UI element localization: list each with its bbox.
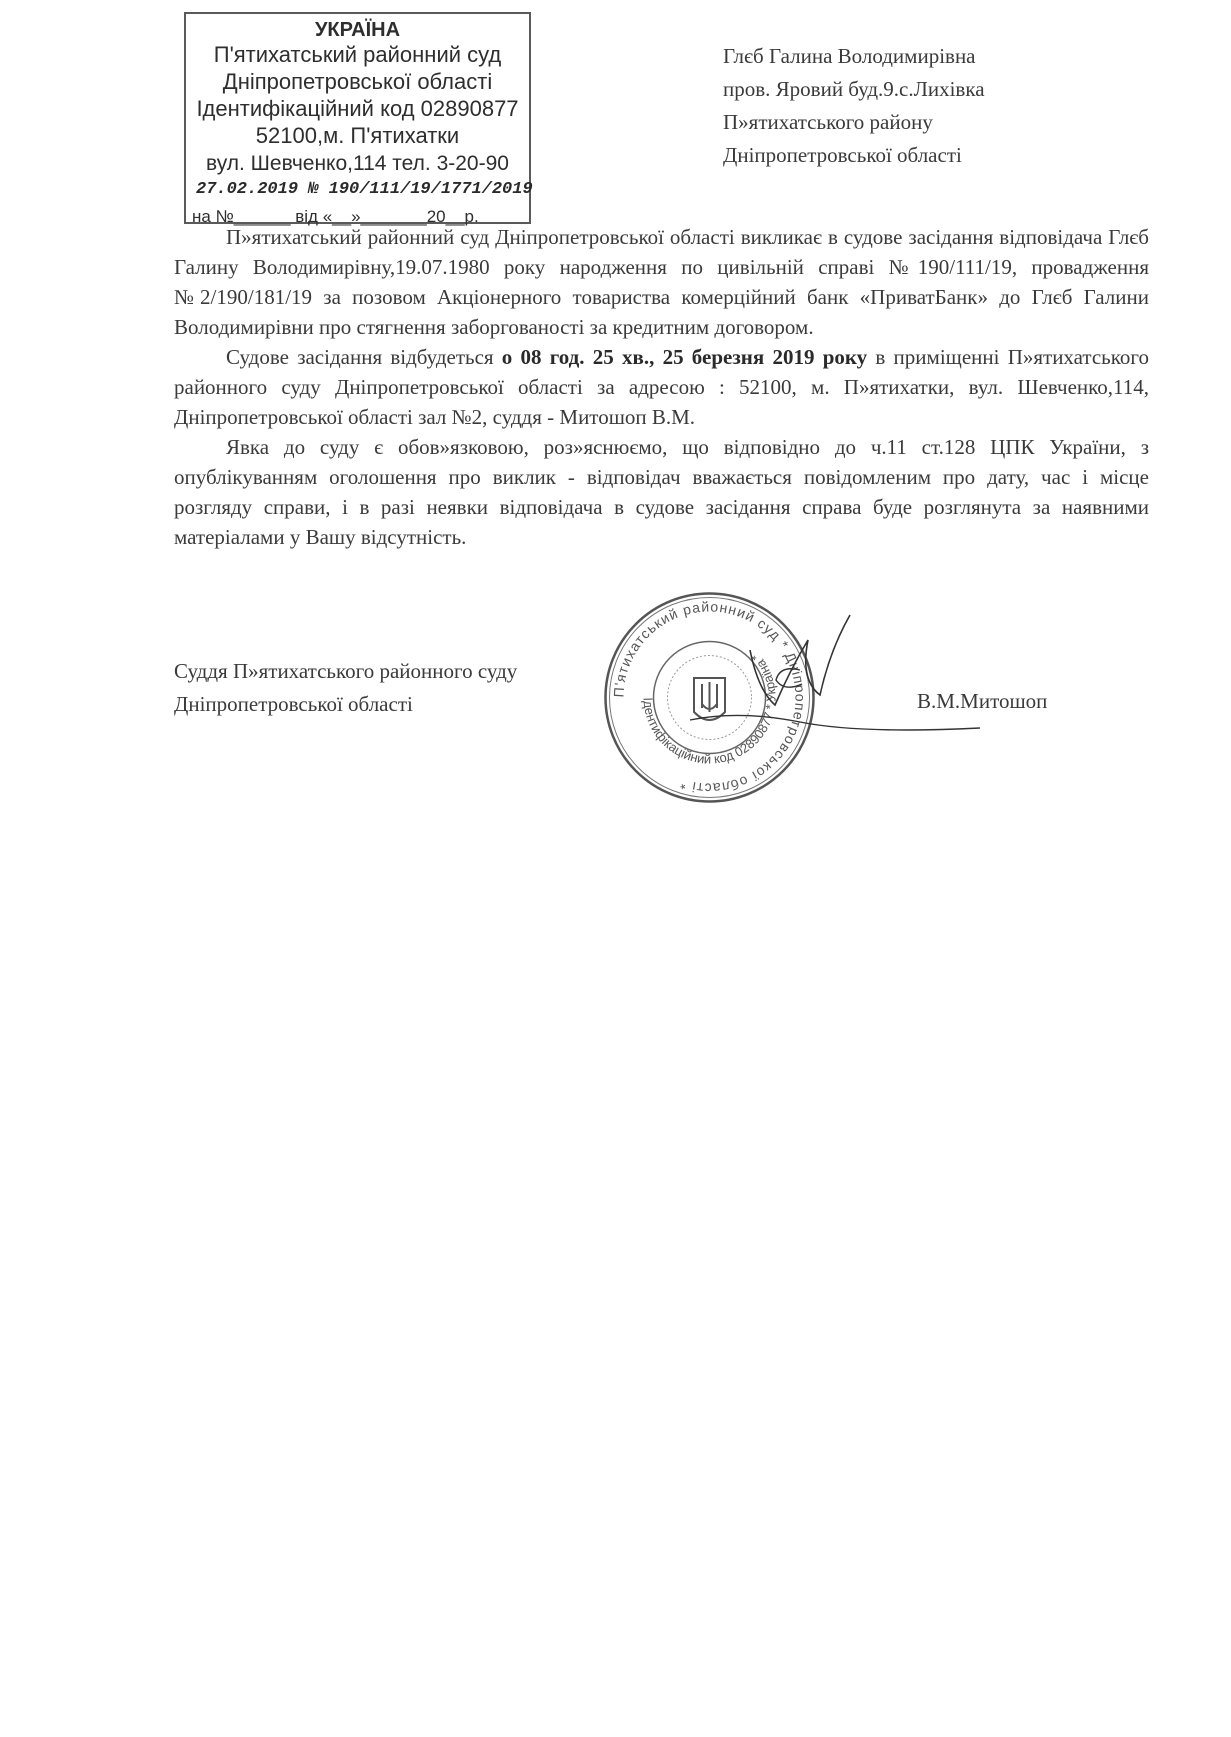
summons-paragraph-2 [174,342,1149,432]
addressee-street: пров. Яровий буд.9.с.Лихівка [723,77,985,101]
judge-name: В.М.Митошоп [917,689,1048,713]
court-corner-stamp [184,12,531,224]
judge-signature-icon [680,610,980,760]
summons-body [174,222,1149,552]
judge-title [174,655,517,721]
hearing-intro: Судове засідання відбудеться [226,345,502,369]
stamp-street: вул. Шевченко,114 тел. 3-20-90 [206,152,509,175]
hearing-datetime: о 08 год. 25 хв., 25 березня 2019 року [501,345,868,369]
judge-title-line-1: Суддя П»ятихатського районного суду [174,659,518,683]
stamp-region: Дніпропетровської області [222,69,493,94]
stamp-postal: 52100,м. П'ятихатки [255,123,460,148]
judge-title-line-2: Дніпропетровської області [174,692,413,716]
addressee-block [723,40,1183,172]
hearing-location: в приміщенні П»ятихатського районного суду Дніпропетровської області за адресою : 52100, м. П»ятихатки, вул. Шевченко,114, Дніпропетровської області зал №2, суддя - Митошоп В.М. [174,345,1149,429]
seal-inner-text: Ідентифікаційний код 02890877 * Україна * [640,649,779,767]
addressee-name: Глєб Галина Володимирівна [723,44,976,68]
stamp-reference-line: на №______ від «__»_______20__р. [192,207,479,226]
stamp-country: УКРАЇНА [314,19,401,41]
addressee-region: Дніпропетровської області [723,143,962,167]
summons-paragraph-3: Явка до суду є обов»язковою, роз»яснюємо, що відповідно до ч.11 ст.128 ЦПК України, з опублікуванням оголошення про виклик - відповідач вважається повідомленим про дату, час і місце розгляду справи, і в разі неявки відповідача в судове засідання справа буде розглянута за наявними матеріалами у Вашу відсутність. [174,435,1149,549]
stamp-registration-number: 27.02.2019 № 190/111/19/1771/2019 [196,180,533,199]
stamp-court-name: П'ятихатський районний суд [213,42,502,67]
seal-outer-text: П'ятихатський районний суд * Дніпропетровської області * [610,598,809,797]
stamp-id-code: Ідентифікаційний код 02890877 [196,96,519,121]
summons-paragraph-1: П»ятихатський районний суд Дніпропетровської області викликає в судове засідання відповідача Глєб Галину Володимирівну,19.07.1980 року народження по цивільній справі №190/111/19, провадження №2/190/181/19 за позовом Акціонерного товариства комерційний банк «ПриватБанк» до Глєб Галини Володимирівни про стягнення заборгованості за кредитним договором. [174,225,1149,339]
addressee-district: П»ятихатського району [723,110,933,134]
